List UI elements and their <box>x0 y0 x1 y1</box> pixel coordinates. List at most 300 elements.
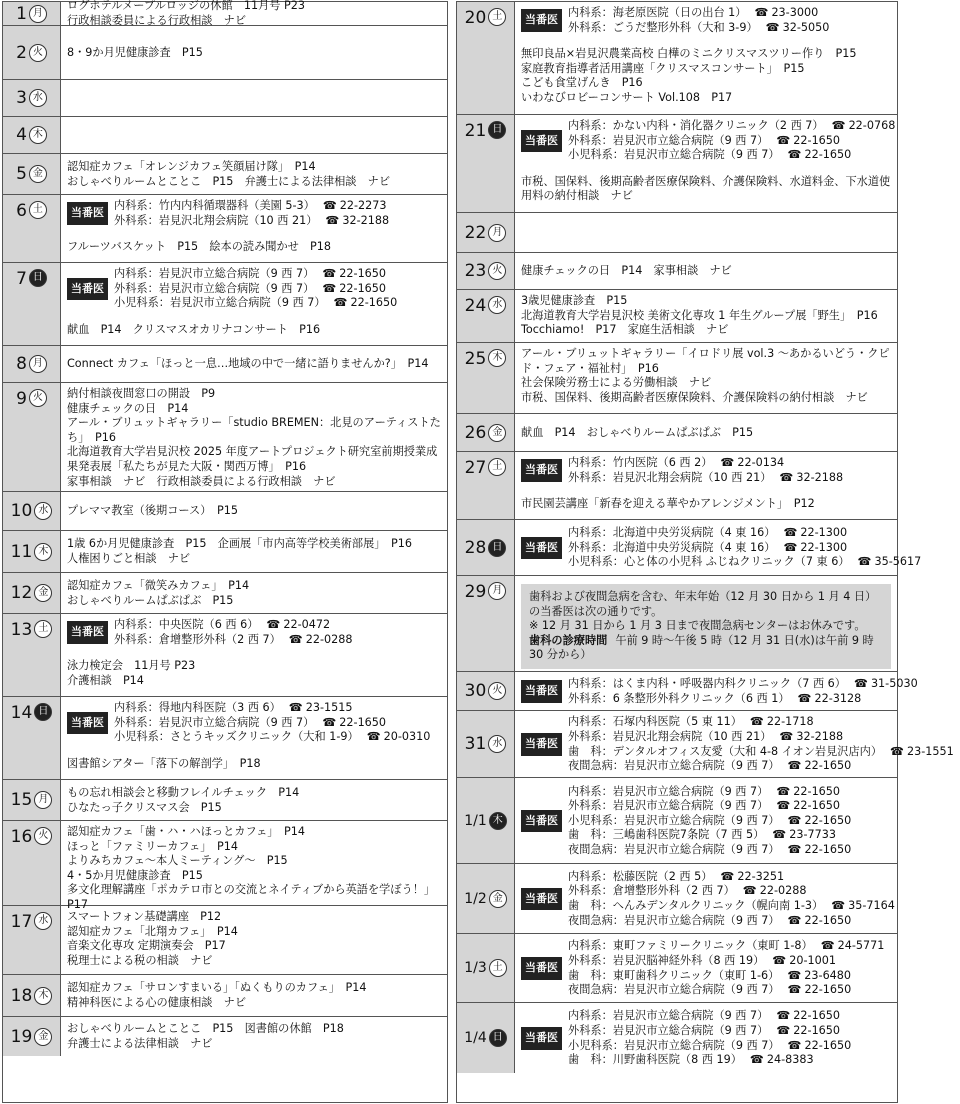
duty-doctor-line <box>568 119 895 134</box>
duty-doctor-line <box>568 969 884 984</box>
day-content <box>61 531 447 572</box>
clinic-name: 外科系：北海道中央労災病院（4 東 16） <box>568 540 776 554</box>
day-row <box>3 906 447 975</box>
phone-icon: ☎ <box>854 676 868 690</box>
date-cell <box>457 253 515 289</box>
weekday-badge: 土 <box>489 959 507 977</box>
phone-number: 22-1650 <box>350 296 398 310</box>
day-row <box>3 195 447 263</box>
weekday-badge: 日 <box>488 539 506 557</box>
phone-icon: ☎ <box>787 148 802 162</box>
clinic-name: 外科系：倉增整形外科（2 西 7） <box>114 632 281 646</box>
duty-doctor-line <box>568 456 843 471</box>
date-cell <box>3 383 61 491</box>
day-content <box>61 80 447 116</box>
event-item: 認知症カフェ「サロンすまいる」「ぬくもりのカフェ」 P14 <box>67 981 367 995</box>
event-item: おしゃべりルームぱぶぱぶ P15 <box>67 593 234 607</box>
date-number: 17 <box>10 912 33 932</box>
duty-doctor-line <box>568 1053 851 1068</box>
duty-doctor-line <box>114 282 397 297</box>
clinic-name: 内科系：竹内内科循環器科（美園 5-3） <box>114 199 315 212</box>
phone-number: 22-3128 <box>814 691 862 705</box>
phone-icon: ☎ <box>831 119 846 132</box>
date-cell <box>3 975 61 1016</box>
duty-doctor-block <box>67 618 441 647</box>
duty-doctor-line <box>568 759 954 774</box>
date-cell <box>457 1003 515 1073</box>
phone-icon: ☎ <box>787 813 802 827</box>
date-cell <box>3 906 61 974</box>
calendar-column-left <box>2 1 448 1103</box>
duty-doctor-line <box>568 541 921 556</box>
phone-icon: ☎ <box>787 842 802 856</box>
date-cell <box>457 711 515 777</box>
date-number: 25 <box>464 349 487 369</box>
event-item: Connect カフェ「ほっと一息…地域の中で一緒に語りませんか?」 P14 <box>67 357 429 371</box>
weekday-badge: 木 <box>34 987 52 1005</box>
phone-icon: ☎ <box>779 729 794 743</box>
day-content <box>515 2 897 114</box>
clinic-name: 夜間急病：岩見沢市立総合病院（9 西 7） <box>568 983 780 997</box>
clinic-name: 外科系：岩見沢北翔会病院（10 西 21） <box>114 213 318 227</box>
duty-doctor-line <box>114 267 397 282</box>
day-row <box>3 821 447 911</box>
duty-doctor-badge: 当番医 <box>521 733 562 756</box>
duty-doctor-line <box>568 939 884 954</box>
date-cell <box>457 576 515 671</box>
phone-icon: ☎ <box>322 199 337 212</box>
clinic-name: 内科系：得地内科医院（3 西 6） <box>114 701 281 714</box>
duty-doctor-line <box>568 884 895 899</box>
duty-doctor-list <box>114 199 389 228</box>
phone-number: 22-1650 <box>793 1009 841 1023</box>
phone-number: 22-1650 <box>793 133 841 147</box>
phone-number: 22-1718 <box>766 715 814 729</box>
weekday-badge: 日 <box>489 1029 507 1047</box>
date-number: 3 <box>16 88 27 108</box>
weekday-badge: 金 <box>29 165 47 183</box>
date-cell <box>3 821 61 905</box>
day-row <box>457 520 922 576</box>
date-number: 26 <box>464 422 487 443</box>
duty-doctor-line <box>114 730 430 745</box>
phone-number: 22-1650 <box>793 799 841 813</box>
day-row <box>3 80 447 117</box>
event-item: 無印良品×岩見沢農業高校 白樺のミニクリスマスツリー作り P15 <box>521 47 857 61</box>
event-item: ほっと「ファミリーカフェ」 P14 <box>67 839 238 853</box>
day-content <box>61 614 447 696</box>
weekday-badge: 木 <box>34 543 52 561</box>
date-cell <box>3 195 61 262</box>
day-content <box>61 906 447 974</box>
weekday-badge: 月 <box>29 5 47 23</box>
event-item: 北海道教育大学岩見沢校 2025 年度アートプロジェクト研究室前期授業成果発表展「私たちが見た大阪・関西万博」 P16 <box>67 445 438 473</box>
duty-doctor-line <box>114 618 352 633</box>
duty-doctor-list <box>568 1009 851 1067</box>
clinic-name: 小児科系：さとうキッズクリニック（大和 1-9） <box>114 730 359 744</box>
day-row <box>457 1003 897 1073</box>
event-item: もの忘れ相談会と移動フレイルチェック P14 <box>67 785 300 799</box>
clinic-name: 小児科系：岩見沢市立総合病院（9 西 7） <box>568 1038 780 1052</box>
event-item: 音楽文化専攻 定期演奏会 P17 <box>67 939 226 953</box>
duty-doctor-list <box>568 870 895 928</box>
clinic-name: 内科系：海老原医院（日の出台 1） <box>568 6 747 19</box>
date-number: 22 <box>464 222 487 243</box>
weekday-badge: 火 <box>34 827 52 845</box>
date-number: 14 <box>10 703 33 723</box>
phone-number: 22-1650 <box>793 784 841 798</box>
duty-doctor-badge: 当番医 <box>521 957 562 980</box>
event-item: 4・5か月児健康診査 P15 <box>67 868 203 882</box>
event-item: 市税、国保料、後期高齢者医療保険料、介護保険料の納付相談 ナビ <box>521 390 868 404</box>
phone-icon: ☎ <box>288 701 303 714</box>
duty-doctor-badge: 当番医 <box>67 712 108 735</box>
day-content <box>61 1017 447 1056</box>
date-cell <box>3 697 61 779</box>
clinic-name: 外科系：ごうだ整形外科（大和 3-9） <box>568 20 758 34</box>
event-item: 図書館シアター「落下の解剖学」 P18 <box>67 756 261 770</box>
date-cell <box>3 531 61 572</box>
duty-doctor-badge: 当番医 <box>521 680 562 703</box>
event-item: 献血 P14 クリスマスオカリナコンサート P16 <box>67 322 321 336</box>
event-item: アール・ブリュットギャラリー「studio BREMEN：北見のアーティストたち」 P16 <box>67 416 441 444</box>
day-content <box>515 711 960 777</box>
day-content <box>515 213 897 252</box>
clinic-name: 小児科系：岩見沢市立総合病院（9 西 7） <box>114 296 326 310</box>
phone-icon: ☎ <box>322 715 337 729</box>
weekday-badge: 木 <box>489 812 507 830</box>
event-item: おしゃべりルームとことこ P15 弁護士による法律相談 ナビ <box>67 174 391 188</box>
phone-icon: ☎ <box>322 281 337 295</box>
duty-doctor-block <box>521 119 895 163</box>
weekday-badge: 日 <box>29 269 47 287</box>
phone-icon: ☎ <box>779 470 794 484</box>
phone-icon: ☎ <box>720 869 735 883</box>
day-content <box>61 346 447 382</box>
weekday-badge: 日 <box>34 703 52 721</box>
day-row <box>3 346 447 383</box>
phone-icon: ☎ <box>831 899 846 912</box>
duty-doctor-badge: 当番医 <box>67 278 108 301</box>
date-number: 19 <box>10 1026 33 1047</box>
event-item: 家庭教育指導者活用講座「クリスマスコンサート」 P15 <box>521 61 805 75</box>
duty-doctor-line <box>568 677 918 692</box>
phone-icon: ☎ <box>783 540 798 554</box>
date-number: 1/4 <box>464 1030 487 1046</box>
duty-doctor-line <box>568 1024 851 1039</box>
weekday-badge: 金 <box>489 890 507 908</box>
phone-icon: ☎ <box>333 296 348 310</box>
day-content <box>515 864 901 933</box>
duty-doctor-list <box>568 939 884 997</box>
phone-number: 22-1300 <box>800 526 848 540</box>
weekday-badge: 水 <box>34 912 52 930</box>
day-content <box>61 117 447 153</box>
day-content <box>515 414 897 451</box>
event-item: Tocchiamo! P17 家庭生活相談 ナビ <box>521 323 729 337</box>
duty-doctor-line <box>568 730 954 745</box>
weekday-badge: 月 <box>488 582 506 600</box>
weekday-badge: 金 <box>34 1028 52 1046</box>
duty-doctor-list <box>568 715 954 773</box>
date-number: 12 <box>10 583 33 603</box>
event-item: 市民園芸講座「新春を迎える華やかアレンジメント」 P12 <box>521 497 815 511</box>
date-cell <box>3 614 61 696</box>
phone-number: 32-2188 <box>796 470 844 484</box>
duty-doctor-line <box>568 715 954 730</box>
day-row <box>457 672 918 711</box>
phone-icon: ☎ <box>783 526 798 540</box>
event-item: フルーツバスケット P15 絵本の読み聞かせ P18 <box>67 240 332 254</box>
day-content <box>61 26 447 79</box>
date-cell <box>3 263 61 345</box>
phone-number: 23-6480 <box>804 968 852 982</box>
day-content <box>515 778 897 863</box>
date-number: 11 <box>10 541 33 562</box>
date-cell <box>3 2 61 25</box>
duty-doctor-list <box>568 119 895 163</box>
day-content <box>61 697 447 779</box>
phone-icon: ☎ <box>772 953 787 967</box>
phone-number: 22-1650 <box>339 715 387 729</box>
duty-doctor-line <box>568 814 851 829</box>
duty-doctor-line <box>568 692 918 707</box>
day-row <box>3 573 447 614</box>
event-item: 北海道教育大学岩見沢校 美術文化専攻 1 年生グループ展「野生」 P16 <box>521 308 878 322</box>
weekday-badge: 金 <box>34 584 52 602</box>
clinic-name: 外科系：岩見沢市立総合病院（9 西 7） <box>114 715 315 729</box>
date-number: 28 <box>464 537 487 558</box>
phone-number: 32-2188 <box>796 729 844 743</box>
day-row <box>457 290 897 343</box>
phone-icon: ☎ <box>776 133 791 147</box>
dental-hours-value: 午前 9 時～午後 5 時（12 月 31 日(水)は午前 9 時 30 分から） <box>529 633 874 662</box>
date-number: 27 <box>464 458 487 478</box>
event-item: いわなびロビーコンサート Vol.108 P17 <box>521 90 733 104</box>
duty-doctor-block <box>67 267 441 311</box>
event-item: 納付相談夜間窓口の開設 P9 <box>67 387 216 400</box>
duty-doctor-list <box>568 677 918 706</box>
day-content <box>61 195 447 262</box>
clinic-name: 夜間急病：岩見沢市立総合病院（9 西 7） <box>568 759 780 773</box>
event-item: 市税、国保料、後期高齢者医療保険料、介護保険料、水道料金、下水道使用料の納付相談 ナビ <box>521 174 891 203</box>
weekday-badge: 月 <box>29 355 47 373</box>
clinic-name: 内科系：はくま内科・呼吸器内科クリニック（7 西 6） <box>568 676 846 690</box>
duty-doctor-block <box>521 870 895 928</box>
date-cell <box>457 343 515 413</box>
duty-doctor-line <box>568 526 921 541</box>
day-row <box>3 117 447 154</box>
phone-number: 22-0472 <box>283 618 331 631</box>
phone-icon: ☎ <box>857 555 872 569</box>
phone-number: 22-1650 <box>339 281 387 295</box>
event-item: 8・9か月児健康診査 P15 <box>67 45 203 59</box>
clinic-name: 外科系：倉增整形外科（2 西 7） <box>568 884 735 898</box>
date-cell <box>3 26 61 79</box>
phone-icon: ☎ <box>720 456 735 469</box>
duty-doctor-list <box>568 456 843 485</box>
event-item: 多文化理解講座「ポカテロ市との交流とネイティブから英語を学ぼう！」 P17 <box>67 883 441 911</box>
phone-icon: ☎ <box>787 759 802 773</box>
weekday-badge: 土 <box>34 620 52 638</box>
day-row <box>3 780 447 821</box>
date-cell <box>3 492 61 530</box>
phone-icon: ☎ <box>776 1009 791 1023</box>
phone-icon: ☎ <box>325 213 340 227</box>
day-row <box>3 697 447 780</box>
date-cell <box>457 290 515 342</box>
event-item: アール・ブリュットギャラリー「イロドリ展 vol.3 ～あかるいどう・クピド・フェア・福祉村」 P16 <box>521 347 890 375</box>
weekday-badge: 金 <box>488 424 506 442</box>
duty-doctor-line <box>114 214 389 229</box>
weekday-badge: 日 <box>488 121 506 139</box>
weekday-badge: 火 <box>29 44 47 62</box>
clinic-name: 歯 科：川野歯科医院（8 西 19） <box>568 1053 742 1067</box>
event-item: 行政相談委員による行政相談 ナビ <box>67 14 247 27</box>
clinic-name: 内科系：かない内科・消化器クリニック（2 西 7） <box>568 119 824 132</box>
phone-number: 22-0768 <box>848 119 896 132</box>
event-item: ひなたっ子クリスマス会 P15 <box>67 800 222 814</box>
event-item: 家事相談 ナビ 行政相談委員による行政相談 ナビ <box>67 474 336 488</box>
event-item: 3歳児健康診査 P15 <box>521 294 628 307</box>
weekday-badge: 木 <box>488 349 506 367</box>
day-content <box>515 253 897 289</box>
day-row <box>3 2 447 26</box>
phone-icon: ☎ <box>322 267 337 280</box>
duty-doctor-line <box>568 983 884 998</box>
phone-icon: ☎ <box>787 913 802 927</box>
date-number: 1 <box>16 3 27 24</box>
phone-icon: ☎ <box>776 784 791 798</box>
day-content <box>515 343 897 413</box>
event-item: 認知症カフェ「オレンジカフェ笑顔届け隊」 P14 <box>67 159 316 173</box>
date-number: 23 <box>464 261 487 281</box>
date-number: 8 <box>16 354 27 374</box>
phone-icon: ☎ <box>776 1023 791 1037</box>
event-item: 健康チェックの日 P14 家事相談 ナビ <box>521 264 732 278</box>
event-item: 健康チェックの日 P14 <box>67 401 189 415</box>
duty-doctor-line <box>568 843 851 858</box>
phone-number: 22-3251 <box>737 869 785 883</box>
date-cell <box>457 934 515 1002</box>
duty-doctor-line <box>568 134 895 149</box>
notice-line: 歯科および夜間急病を含む、年末年始（12 月 30 日から 1 月 4 日）の当番医は次の通りです。 <box>529 590 877 618</box>
day-row <box>3 614 447 697</box>
day-content <box>515 1003 897 1073</box>
clinic-name: 外科系：岩見沢市立総合病院（9 西 7） <box>568 1023 769 1037</box>
duty-doctor-badge: 当番医 <box>521 1027 562 1050</box>
day-content <box>515 452 897 519</box>
phone-icon: ☎ <box>890 744 904 758</box>
day-content <box>515 290 897 342</box>
phone-number: 22-0288 <box>305 632 353 646</box>
clinic-name: 内科系：岩見沢市立総合病院（9 西 7） <box>568 784 769 798</box>
clinic-name: 内科系：松藤医院（2 西 5） <box>568 869 713 883</box>
phone-number: 24-8383 <box>766 1053 814 1067</box>
phone-icon: ☎ <box>787 1038 802 1052</box>
day-content <box>61 573 447 613</box>
duty-doctor-line <box>568 555 921 570</box>
phone-number: 23-1515 <box>305 701 353 714</box>
date-number: 1/1 <box>464 812 487 829</box>
day-content <box>61 154 447 194</box>
duty-doctor-block <box>521 6 891 35</box>
day-content <box>61 780 447 820</box>
phone-number: 32-5050 <box>782 20 830 34</box>
duty-doctor-list <box>114 618 352 647</box>
duty-doctor-badge: 当番医 <box>521 888 562 911</box>
day-content <box>61 821 447 911</box>
duty-doctor-list <box>568 526 921 570</box>
duty-doctor-line <box>568 1039 851 1054</box>
duty-doctor-line <box>568 21 829 36</box>
day-row <box>457 414 897 452</box>
day-row <box>457 934 897 1003</box>
day-row <box>457 864 897 934</box>
phone-number: 22-1650 <box>339 267 387 280</box>
day-row <box>457 343 897 414</box>
clinic-name: 歯 科：デンタルオフィス友愛（大和 4-8 イオン岩見沢店内） <box>568 744 883 758</box>
day-content <box>61 2 447 25</box>
day-row <box>457 115 897 213</box>
event-item: 弁護士による法律相談 ナビ <box>67 1037 213 1050</box>
duty-doctor-line <box>568 828 851 843</box>
date-number: 16 <box>10 827 33 847</box>
day-row <box>457 711 954 778</box>
duty-doctor-badge: 当番医 <box>67 621 108 644</box>
clinic-name: 内科系：竹内医院（6 西 2） <box>568 456 713 469</box>
phone-number: 22-1300 <box>800 540 848 554</box>
date-cell <box>457 864 515 933</box>
event-item: 泳力検定会 11月号 P23 <box>67 659 196 673</box>
date-cell <box>457 2 515 114</box>
duty-doctor-block <box>521 456 891 485</box>
phone-icon: ☎ <box>288 632 303 646</box>
event-item: 税理士による税の相談 ナビ <box>67 953 213 967</box>
clinic-name: 内科系：中央医院（6 西 6） <box>114 618 259 631</box>
weekday-badge: 月 <box>488 224 506 242</box>
duty-doctor-list <box>568 6 829 35</box>
duty-doctor-line <box>568 899 895 914</box>
phone-icon: ☎ <box>797 691 812 705</box>
phone-number: 22-1650 <box>804 759 852 773</box>
duty-doctor-line <box>568 148 895 163</box>
day-row <box>457 2 897 115</box>
date-cell <box>3 154 61 194</box>
phone-number: 22-1650 <box>804 1038 852 1052</box>
calendar-column-right <box>456 1 954 1103</box>
clinic-name: 内科系：石塚内科医院（5 東 11） <box>568 715 742 729</box>
date-number: 30 <box>464 681 487 701</box>
day-content <box>61 492 447 530</box>
date-number: 31 <box>464 734 487 754</box>
duty-doctor-block <box>521 1009 891 1067</box>
duty-doctor-line <box>568 745 954 760</box>
clinic-name: 内科系：北海道中央労災病院（4 東 16） <box>568 526 776 540</box>
clinic-name: 内科系：岩見沢市立総合病院（9 西 7） <box>114 267 315 280</box>
day-row <box>457 576 897 672</box>
clinic-name: 外科系：岩見沢市立総合病院（9 西 7） <box>568 133 769 147</box>
duty-doctor-line <box>568 6 829 21</box>
event-item: 介護相談 P14 <box>67 673 144 687</box>
date-number: 10 <box>10 501 33 521</box>
date-number: 4 <box>16 125 27 145</box>
duty-doctor-line <box>114 701 430 716</box>
phone-icon: ☎ <box>749 1053 764 1067</box>
duty-doctor-badge: 当番医 <box>67 202 108 225</box>
event-item: プレママ教室（後期コース） P15 <box>67 504 238 518</box>
date-cell <box>3 1017 61 1056</box>
